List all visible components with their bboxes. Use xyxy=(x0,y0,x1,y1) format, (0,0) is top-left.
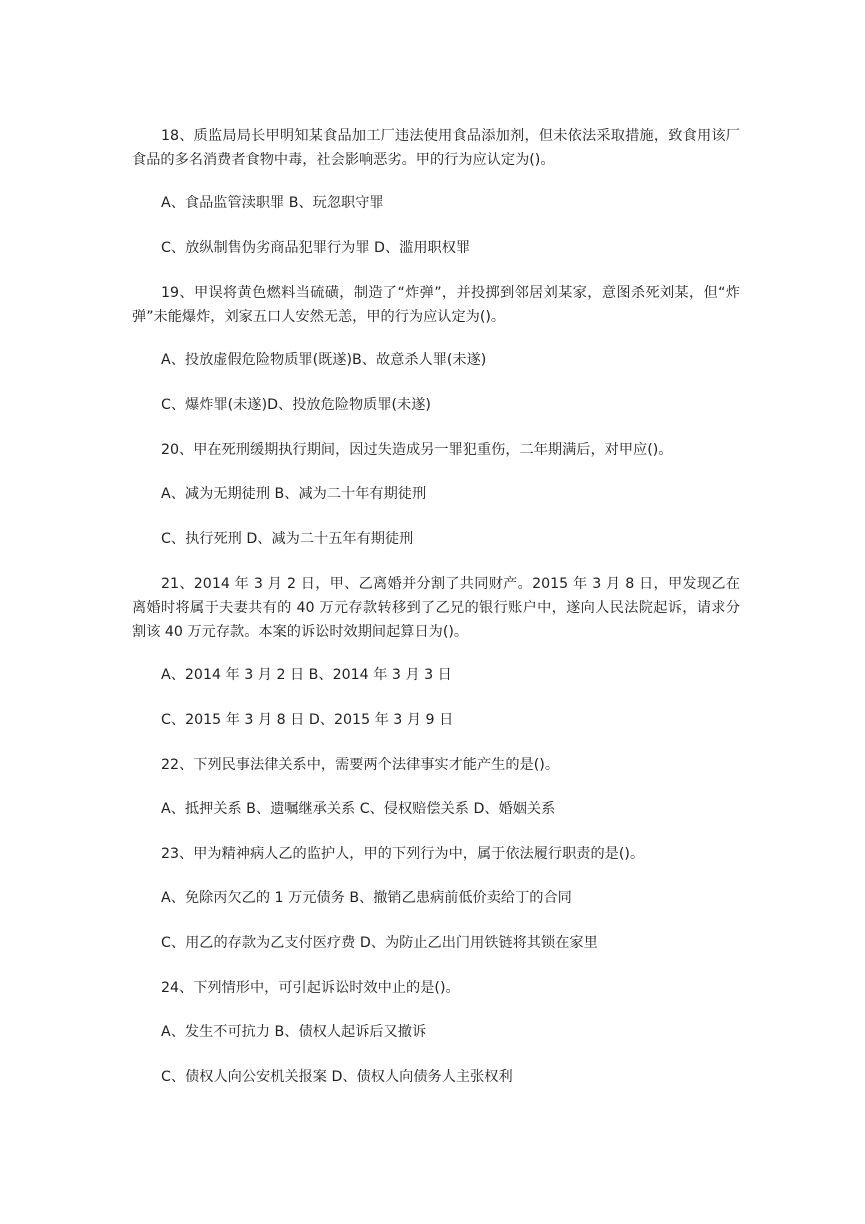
question-22-options: A、抵押关系 B、遗嘱继承关系 C、侵权赔偿关系 D、婚姻关系 xyxy=(161,801,556,817)
question-24-options-ab: A、发生不可抗力 B、债权人起诉后又撤诉 xyxy=(161,1024,427,1040)
question-18-options-ab: A、食品监管渎职罪 B、玩忽职守罪 xyxy=(161,195,384,211)
question-23-options-ab: A、免除丙欠乙的 1 万元债务 B、撤销乙患病前低价卖给丁的合同 xyxy=(161,890,572,906)
question-18-options-cd: C、放纵制售伪劣商品犯罪行为罪 D、滥用职权罪 xyxy=(161,240,471,256)
question-19-options-ab: A、投放虚假危险物质罪(既遂)B、故意杀人罪(未遂) xyxy=(161,352,487,368)
question-21: 21、2014 年 3 月 2 日，甲、乙离婚并分割了共同财产。2015 年 3 月 8 日，甲发现乙在离婚时将属于夫妻共有的 40 万元存款转移到了乙兄的银行账户中，遂向人民法院起诉，请求分割该 40 万元存款。本案的诉讼时效期间起算日为()。 xyxy=(132,576,740,640)
question-20: 20、甲在死刑缓期执行期间，因过失造成另一罪犯重伤，二年期满后，对甲应()。 xyxy=(161,442,673,458)
question-21-options-cd: C、2015 年 3 月 8 日 D、2015 年 3 月 9 日 xyxy=(161,712,454,728)
question-19-options-cd: C、爆炸罪(未遂)D、投放危险物质罪(未遂) xyxy=(161,397,431,413)
document-body xyxy=(132,124,740,1110)
question-20-options-cd: C、执行死刑 D、减为二十五年有期徒刑 xyxy=(161,531,414,547)
question-24: 24、下列情形中，可引起诉讼时效中止的是()。 xyxy=(161,980,460,996)
question-19: 19、甲误将黄色燃料当硫磺，制造了“炸弹”，并投掷到邻居刘某家，意图杀死刘某，但“炸弹”未能爆炸，刘家五口人安然无恙，甲的行为应认定为()。 xyxy=(132,285,740,325)
question-20-options-ab: A、减为无期徒刑 B、减为二十年有期徒刑 xyxy=(161,486,427,502)
question-23-options-cd: C、用乙的存款为乙支付医疗费 D、为防止乙出门用铁链将其锁在家里 xyxy=(161,935,598,951)
question-23: 23、甲为精神病人乙的监护人，甲的下列行为中，属于依法履行职责的是()。 xyxy=(161,846,645,862)
question-24-options-cd: C、债权人向公安机关报案 D、债权人向债务人主张权利 xyxy=(161,1069,513,1085)
question-22: 22、下列民事法律关系中，需要两个法律事实才能产生的是()。 xyxy=(161,757,560,773)
question-21-options-ab: A、2014 年 3 月 2 日 B、2014 年 3 月 3 日 xyxy=(161,667,452,683)
question-18: 18、质监局局长甲明知某食品加工厂违法使用食品添加剂，但未依法采取措施，致食用该厂食品的多名消费者食物中毒，社会影响恶劣。甲的行为应认定为()。 xyxy=(132,128,740,168)
